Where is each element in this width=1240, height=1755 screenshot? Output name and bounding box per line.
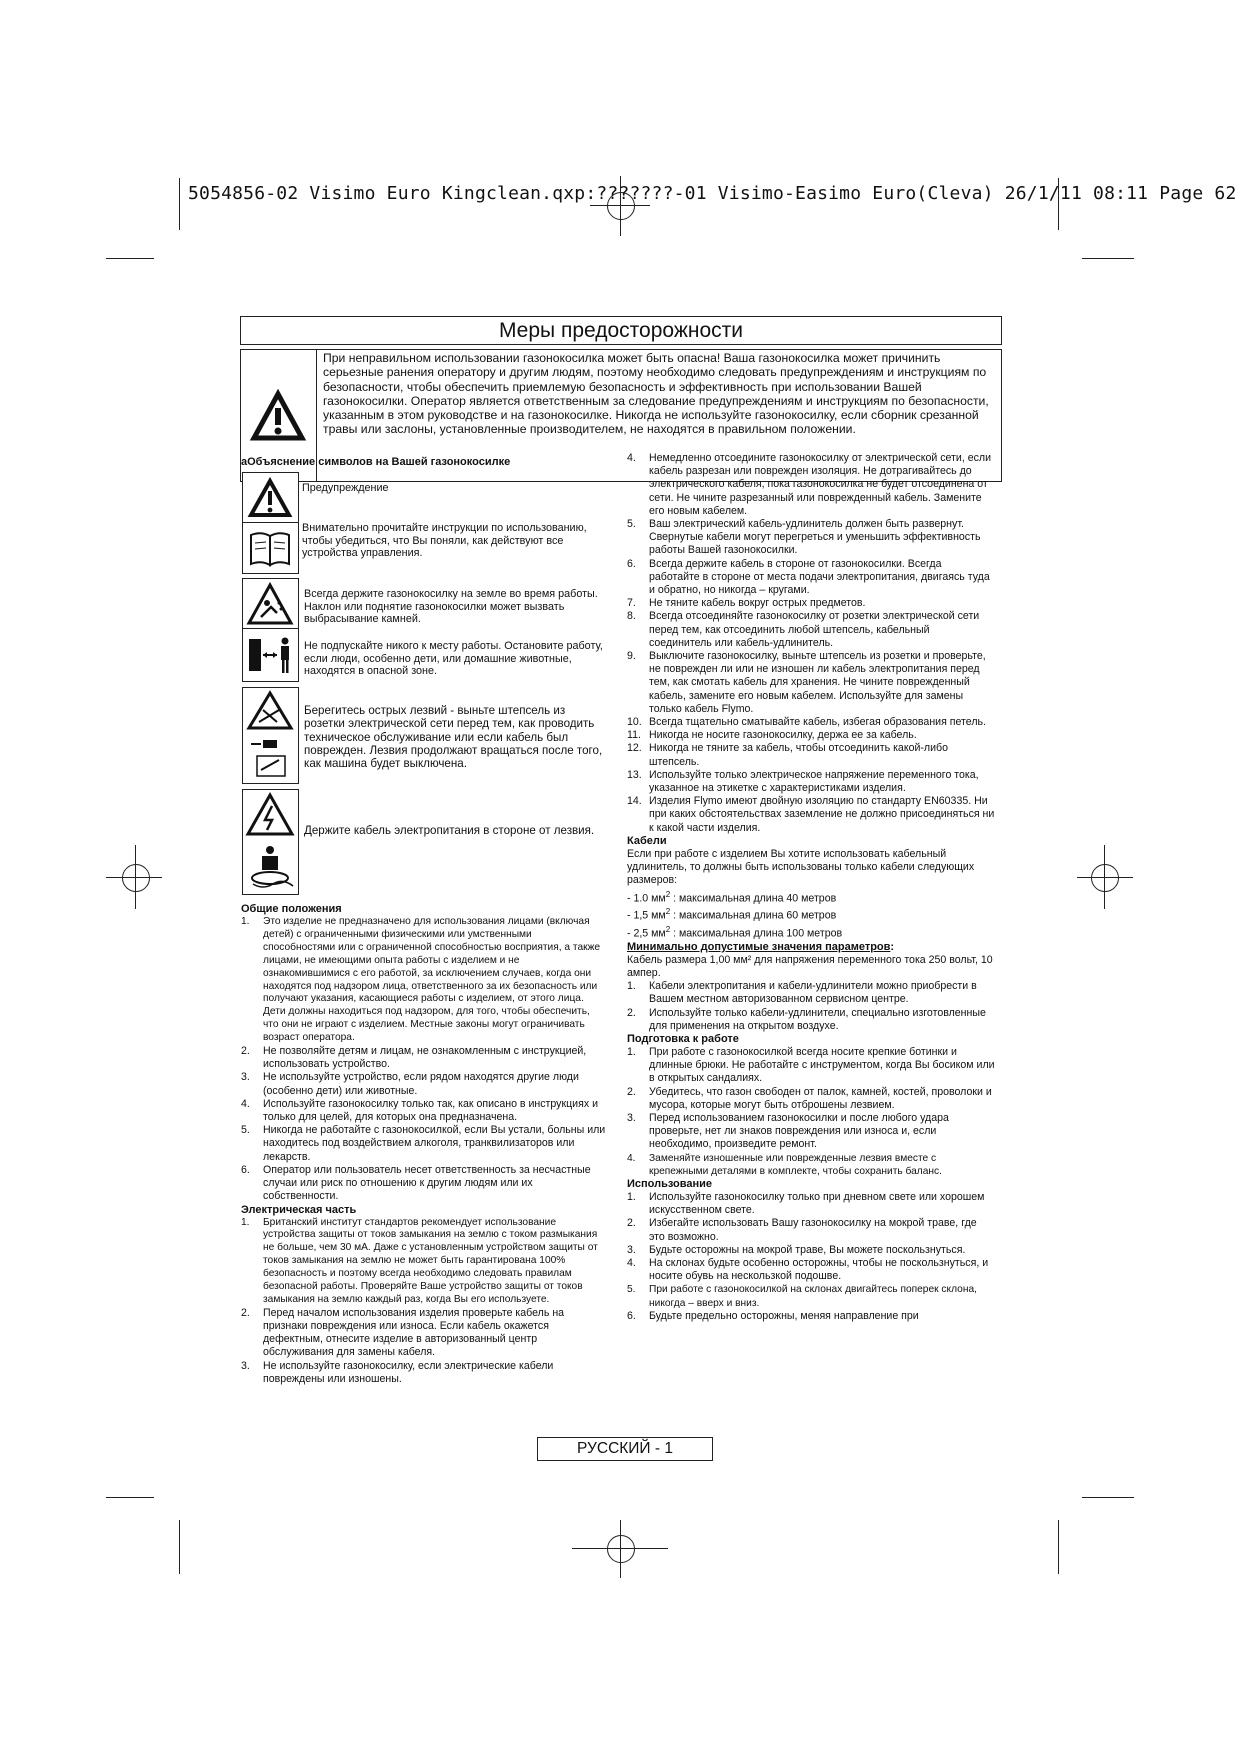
crop-mark [1082,1497,1134,1498]
preparation-heading: Подготовка к работе [627,1032,739,1045]
right-column-text [627,452,995,1323]
keep-distance-icon [243,629,298,681]
crop-mark [1058,1520,1059,1574]
list-item: 5. Ваш электрический кабель-удлинитель должен быть развернут. Свернутые кабели могут перегреться и уменьшить эффективность работы Вашей газонокосилки. [627,518,981,557]
usage-list [627,1191,995,1323]
list-item: 3. Будьте осторожны на мокрой траве, Вы можете поскользнуться. [627,1243,966,1256]
cables-text: Если при работе с изделием Вы хотите использовать кабельный удлинитель, то должны быть использованы только кабели следующих размеров: [627,847,975,887]
list-item: 11. Никогда не носите газонокосилку, держа ее за кабель. [627,729,917,742]
registration-mark-icon [590,205,650,206]
warning-triangle-icon [243,473,298,523]
registration-mark-icon [106,877,162,878]
list-item: 6. Оператор или пользователь несет ответственность за несчастные случаи или риск по отношению к другим людям или их собственности. [241,1163,591,1203]
list-item: 3. Не используйте газонокосилку, если электрические кабели повреждены или изношены. [241,1359,554,1385]
general-list [241,916,606,1204]
electric-shock-icon [243,790,298,894]
symbol-label: Берегитесь острых лезвий - выньте штепсель из розетки электрической сети перед тем, как проводить техническое обслуживание или если кабель был поврежден. Лезвия продолжают вращаться после того, как машина будет выключена. [304,704,603,771]
crop-mark [1082,258,1134,259]
list-item: 2. Перед началом использования изделия проверьте кабель на признаки повреждения или износа. Если кабель окажется дефектным, отнесите изделие в авторизованный центр обслуживания для замены кабеля. [241,1306,565,1359]
crop-mark [179,1520,180,1574]
list-item: 1. Кабели электропитания и кабели-удлинители можно приобрести в Вашем местном авторизованном сервисном центре. [627,980,977,1006]
list-item: 3. Перед использованием газонокосилки и после любого удара проверьте, нет ли знаков повреждения или износа и, если необходимо, произведите ремонт. [627,1111,949,1151]
list-item: 2. Избегайте использовать Вашу газонокосилку на мокрой траве, где это возможно. [627,1217,977,1243]
list-item: 5. Никогда не работайте с газонокосилкой, если Вы устали, больны или находитесь под воздействием алкоголя, транквилизаторов или лекарств. [241,1124,606,1163]
electrical-list-continued [627,452,995,835]
list-item: 6. Будьте предельно осторожны, меняя направление при [627,1309,919,1322]
min-params-text: Кабель размера 1,00 мм² для напряжения переменного тока 250 вольт, 10 ампер. [627,953,993,979]
list-item: 2. Не позволяйте детям и лицам, не ознакомленным с инструкцией, использовать устройство. [241,1045,587,1071]
list-item: 13. Используйте только электрическое напряжение переменного тока, указанное на этикетке с характеристиками изделия. [627,768,979,795]
symbol-box [242,578,299,630]
list-item: 1. Британский институт стандартов рекомендует использование устройства защиты от токов замыкания на землю с током размыкания не больше, чем 30 мА. Даже с установленным устройством защиты от токов замыкания на землю не может быть гарантирована 100% безопасность и поэтому всегда необходимо следовать правилам безопасной работы. Проверяйте Ваше устройство защиты от токов замыкания на землю каждый раз, когда Вы его используете. [241,1216,598,1305]
preparation-list [627,1046,995,1178]
symbol-box [242,687,299,784]
min-params-heading: Минимально допустимые значения параметров: [627,940,895,953]
symbol-box [242,789,299,895]
cables-list [627,980,995,1033]
registration-mark-icon [572,1548,668,1549]
symbol-label: Внимательно прочитайте инструкции по использованию, чтобы убедиться, что Вы поняли, как действуют все устройства управления. [302,522,587,560]
symbol-label: Держите кабель электропитания в стороне от лезвия. [304,824,595,837]
intro-text: При неправильном использовании газонокосилка может быть опасна! Ваша газонокосилка может причинить серьезные ранения оператору и другим людям, поэтому необходимо следовать предупреждениям и инструкциям по безопасности, чтобы обеспечить приемлемую безопасность и эффективность при использовании Вашей газонокосилки. Оператор является ответственным за следование предупреждениям и инструкциям по безопасности, указанным в этом руководстве и на газонокосилке. Никогда не используйте газонокосилку, если сборник срезанной травы или заслоны, установленные производителем, не находятся в правильном положении. [323,351,989,437]
symbol-label: Предупреждение [302,482,389,494]
print-slug: 5054856-02 Visimo Euro Kingclean.qxp:???????-01 Visimo-Easimo Euro(Cleva) 26/1/11 08:11 Page 62 [188,183,1237,204]
cable-size-row: - 1,5 $мм^2$ : максимальная длина 60 метров [627,907,837,922]
usage-heading: Использование [627,1177,713,1190]
list-item: 7. Не тяните кабель вокруг острых предметов. [627,597,866,610]
cables-heading: Кабели [627,834,667,847]
symbol-box [242,472,299,524]
electrical-heading: Электрическая часть [241,1203,357,1216]
cable-size-row: - 1.0 $мм^2$ : максимальная длина 40 метров [627,889,837,905]
registration-mark-icon [1077,877,1133,878]
crop-mark [106,258,154,259]
list-item: 2. Убедитесь, что газон свободен от палок, камней, костей, проволоки и мусора, которые могут быть отброшены лезвием. [627,1085,992,1111]
crop-mark [179,178,180,230]
left-column-text [241,903,606,1386]
list-item: 10. Всегда тщательно сматывайте кабель, избегая образования петель. [627,716,986,729]
page-title: Меры предосторожности [240,316,1002,345]
cable-size-row: - 2,5 $мм^2$ : максимальная длина 100 метров [627,924,843,940]
list-item: 9. Выключите газонокосилку, выньте штепсель из розетки и проверьте, не поврежден ли или не изношен ли кабель электропитания перед тем, как смотать кабель для хранения. Не чините поврежденный кабель, замените его новым кабелем. Используйте для замены только кабель Flymo. [627,650,986,715]
list-item: 6. Всегда держите кабель в стороне от газонокосилки. Всегда работайте в стороне от места подачи электропитания, двигаясь туда и обратно, но никогда – кругами. [627,557,990,597]
electrical-list [241,1217,606,1387]
blade-hazard-icon [243,688,298,783]
symbol-box [242,522,299,574]
symbol-label: Всегда держите газонокосилку на земле во время работы. Наклон или поднятие газонокосилки может вызвать выбрасывание камней. [304,588,598,626]
symbol-box [242,628,299,682]
list-item: 1. При работе с газонокосилкой всегда носите крепкие ботинки и длинные брюки. Не работайте с инструментом, когда Вы босиком или в открытых сандалиях. [627,1045,995,1085]
thrown-objects-icon [243,579,298,629]
list-item: 4. На склонах будьте особенно осторожны, чтобы не поскользнуться, и носите обувь на нескользкой подошве. [627,1256,989,1283]
general-heading: Общие положения [241,903,342,915]
list-item: 1. Это изделие не предназначено для использования лицами (включая детей) с ограниченными физическими или умственными способностями или с ограниченной способностью восприятия, а также лицами, не имеющими опыта работы с изделием и не ознакомившимися с его работой, за исключением случаев, когда они находятся под надзором лица, ответственного за их безопасность или получают указания, касающиеся работы с изделием, от этого лица. Дети должны находиться под надзором, для того, чтобы обеспечить, что они не играют с изделием. Местные законы могут ограничивать возраст оператора. [241,916,601,1044]
list-item: 14. Изделия Flymo имеют двойную изоляцию по стандарту EN60335. Ни при каких обстоятельствах заземление не должно присоединяться ни к какой части изделия. [627,795,995,834]
list-item: 4. Немедленно отсоедините газонокосилку от электрической сети, если кабель разрезан или поврежден изоляция. Не дотрагивайтесь до электрического кабеля, пока газонокосилка не будет отсоединена от сети. Не чините разрезанный или поврежденный кабель. Замените его новым кабелем. [627,452,991,517]
page-footer-label: РУССКИЙ - 1 [537,1437,713,1461]
list-item: 8. Всегда отсоединяйте газонокосилку от розетки электрической сети перед тем, как отсоединить любой штепсель, кабельный соединитель или кабель-удлинитель. [627,610,980,649]
list-item: 1. Используйте газонокосилку только при дневном свете или хорошем искусственном свете. [627,1190,985,1217]
symbols-heading: аОбъяснение символов на Вашей газонокосилке [241,456,511,468]
list-item: 2. Используйте только кабели-удлинители, специально изготовленные для применения на открытом воздухе. [627,1006,986,1032]
list-item: 12. Никогда не тяните за кабель, чтобы отсоединить какой-либо штепсель. [627,742,948,768]
symbol-label: Не подпускайте никого к месту работы. Остановите работу, если люди, особенно дети, или домашние животные, находятся в опасной зоне. [304,640,603,678]
crop-mark [106,1497,154,1498]
manual-book-icon [243,523,298,573]
list-item: 4. Заменяйте изношенные или поврежденные лезвия вместе с крепежными деталями в комплекте, чтобы сохранить баланс. [627,1152,942,1177]
list-item: 4. Используйте газонокосилку только так, как описано в инструкциях и только для целей, для которых она предназначена. [241,1097,598,1124]
list-item: 3. Не используйте устройство, если рядом находятся другие люди (особенно дети) или животные. [241,1071,579,1097]
list-item: 5. При работе с газонокосилкой на склонах двигайтесь поперек склона, никогда – вверх и вниз. [627,1284,977,1309]
